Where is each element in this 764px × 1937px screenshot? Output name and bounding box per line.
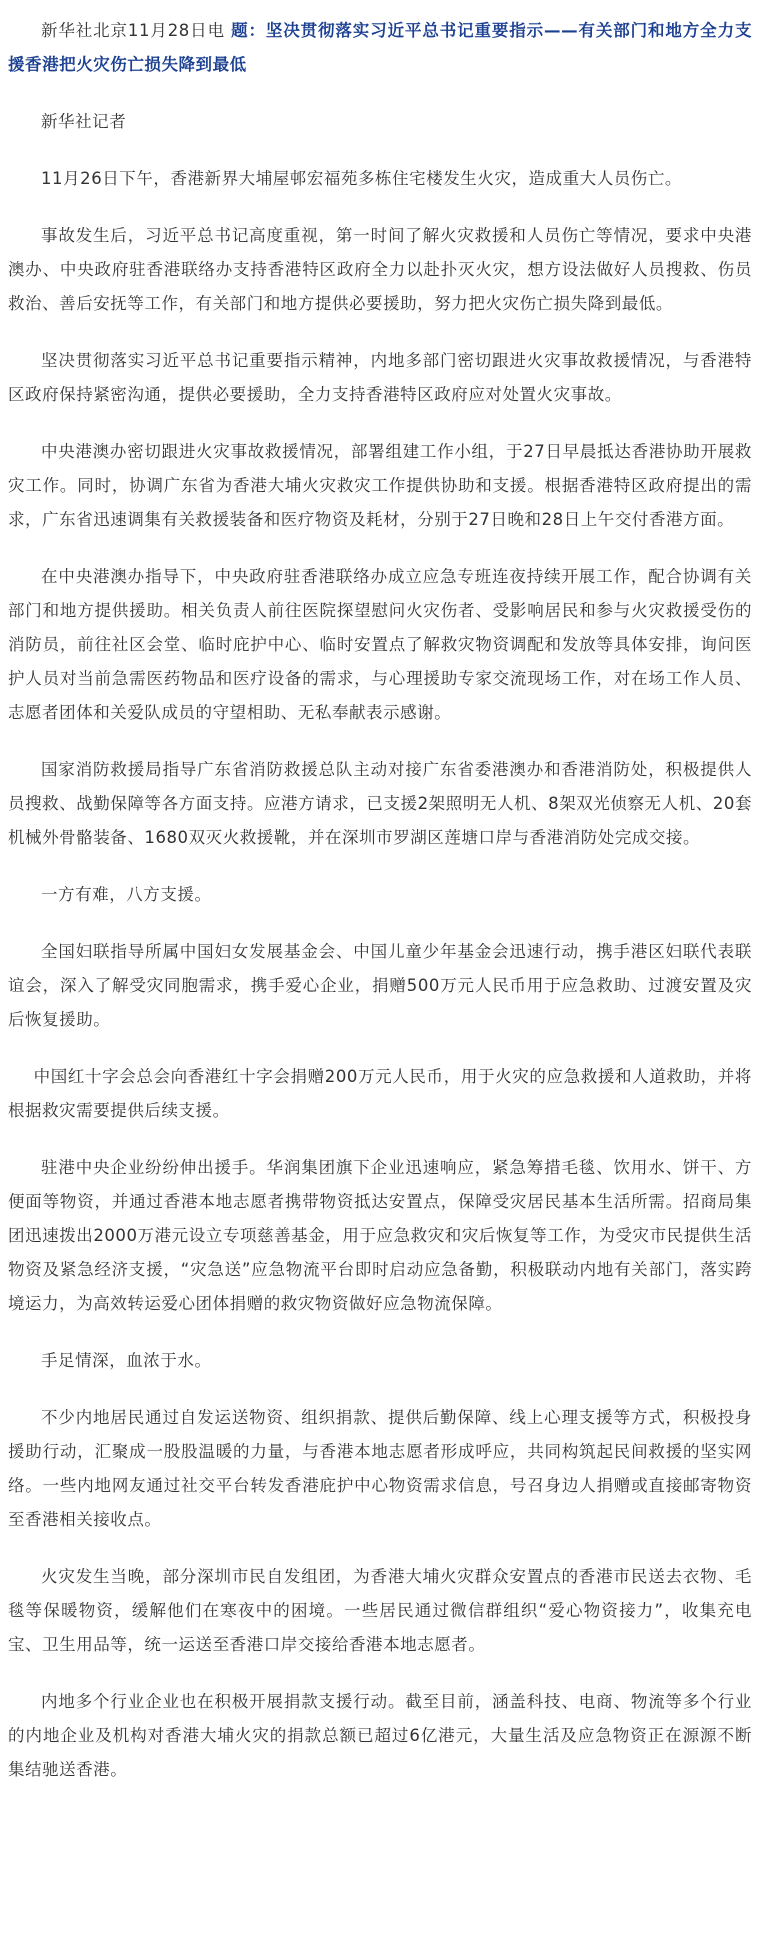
paragraph: 中央港澳办密切跟进火灾事故救援情况，部署组建工作小组，于27日早晨抵达香港协助开展救灾工作。同时，协调广东省为香港大埔火灾救灾工作提供协助和支援。根据香港特区政府提出的需求，广东省迅速调集有关救援装备和医疗物资及耗材，分别于27日晚和28日上午交付香港方面。 (8, 442, 752, 529)
paragraph: 11月26日下午，香港新界大埔屋邨宏福苑多栋住宅楼发生火灾，造成重大人员伤亡。 (41, 169, 682, 188)
paragraph: 火灾发生当晚，部分深圳市民自发组团，为香港大埔火灾群众安置点的香港市民送去衣物、毛毯等保暖物资，缓解他们在寒夜中的困境。一些居民通过微信群组织“爱心物资接力”，收集充电宝、卫生用品等，统一运送至香港口岸交接给香港本地志愿者。 (8, 1567, 752, 1654)
paragraph: 国家消防救援局指导广东省消防救援总队主动对接广东省委港澳办和香港消防处，积极提供人员搜救、战勤保障等各方面支持。应港方请求，已支援2架照明无人机、8架双光侦察无人机、20套机械外骨骼装备、1680双灭火救援靴，并在深圳市罗湖区莲塘口岸与香港消防处完成交接。 (8, 760, 752, 847)
paragraph: 全国妇联指导所属中国妇女发展基金会、中国儿童少年基金会迅速行动，携手港区妇联代表联谊会，深入了解受灾同胞需求，携手爱心企业，捐赠500万元人民币用于应急救助、过渡安置及灾后恢复援助。 (8, 942, 752, 1029)
headline: 坚决贯彻落实习近平总书记重要指示——有关部门和地方全力支援香港把火灾伤亡损失降到最低 (8, 21, 753, 74)
article-lead (8, 14, 752, 82)
paragraph: 坚决贯彻落实习近平总书记重要指示精神，内地多部门密切跟进火灾事故救援情况，与香港特区政府保持紧密沟通，提供必要援助，全力支持香港特区政府应对处置火灾事故。 (8, 351, 752, 404)
paragraph: 不少内地居民通过自发运送物资、组织捐款、提供后勤保障、线上心理支援等方式，积极投身援助行动，汇聚成一股股温暖的力量，与香港本地志愿者形成呼应，共同构筑起民间救援的坚实网络。一些内地网友通过社交平台转发香港庇护中心物资需求信息，号召身边人捐赠或直接邮寄物资至香港相关接收点。 (8, 1408, 752, 1529)
paragraph: 内地多个行业企业也在积极开展捐款支援行动。截至目前，涵盖科技、电商、物流等多个行业的内地企业及机构对香港大埔火灾的捐款总额已超过6亿港元，大量生活及应急物资正在源源不断集结驰送香港。 (8, 1692, 752, 1779)
paragraph: 一方有难，八方支援。 (41, 885, 212, 904)
headline-prefix: 题： (231, 21, 266, 40)
byline: 新华社记者 (41, 112, 127, 131)
paragraph: 驻港中央企业纷纷伸出援手。华润集团旗下企业迅速响应，紧急筹措毛毯、饮用水、饼干、方便面等物资，并通过香港本地志愿者携带物资抵达安置点，保障受灾居民基本生活所需。招商局集团迅速拨出2000万港元设立专项慈善基金，用于应急救灾和灾后恢复等工作，为受灾市民提供生活物资及紧急经济支援，“灾急送”应急物流平台即时启动应急备勤，积极联动内地有关部门，落实跨境运力，为高效转运爱心团体捐赠的救灾物资做好应急物流保障。 (8, 1158, 752, 1313)
paragraph: 手足情深，血浓于水。 (41, 1351, 212, 1370)
dateline: 新华社北京11月28日电 (41, 21, 225, 40)
paragraph: 事故发生后，习近平总书记高度重视，第一时间了解火灾救援和人员伤亡等情况，要求中央港澳办、中央政府驻香港联络办支持香港特区政府全力以赴扑灭火灾，想方设法做好人员搜救、伤员救治、善后安抚等工作，有关部门和地方提供必要援助，努力把火灾伤亡损失降到最低。 (8, 226, 752, 313)
paragraph: 在中央港澳办指导下，中央政府驻香港联络办成立应急专班连夜持续开展工作，配合协调有关部门和地方提供援助。相关负责人前往医院探望慰问火灾伤者、受影响居民和参与火灾救援受伤的消防员，前往社区会堂、临时庇护中心、临时安置点了解救灾物资调配和发放等具体安排，询问医护人员对当前急需医药物品和医疗设备的需求，与心理援助专家交流现场工作，对在场工作人员、志愿者团体和关爱队成员的守望相助、无私奉献表示感谢。 (8, 567, 752, 722)
paragraph: 中国红十字会总会向香港红十字会捐赠200万元人民币，用于火灾的应急救援和人道救助，并将根据救灾需要提供后续支援。 (8, 1067, 752, 1120)
